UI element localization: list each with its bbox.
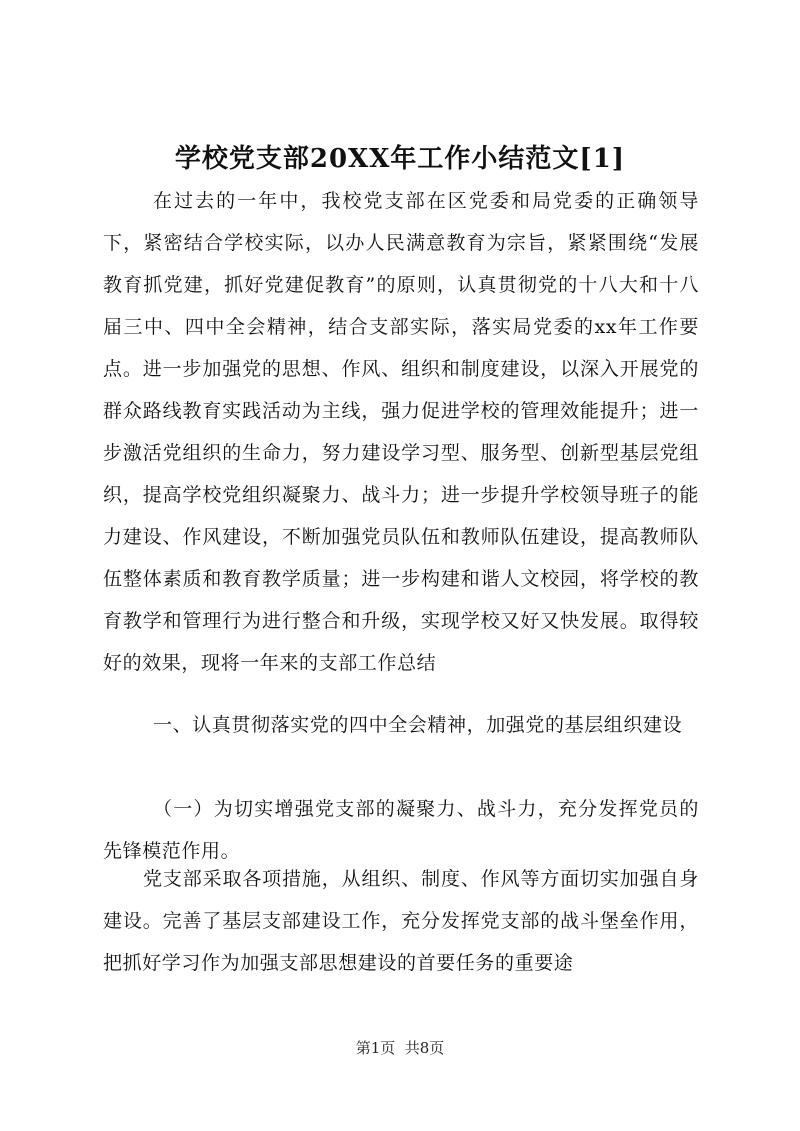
document-title: 学校党支部20XX年工作小结范文[1] xyxy=(174,144,626,174)
paragraph-intro: 在过去的一年中，我校党支部在区党委和局党委的正确领导下，紧密结合学校实际，以办人民满意教育为宗旨，紧紧围绕“发展教育抓党建，抓好党建促教育”的原则，认真贯彻党的十八大和十八届三中、四中全会精神，结合支部实际，落实局党委的xx年工作要点。进一步加强党的思想、作风、组织和制度建设，以深入开展党的群众路线教育实践活动为主线，强力促进学校的管理效能提升；进一步激活党组织的生命力，努力建设学习型、服务型、创新型基层党组织，提高学校党组织凝聚力、战斗力；进一步提升学校领导班子的能力建设、作风建设，不断加强党员队伍和教师队伍建设，提高教师队伍整体素质和教育教学质量；进一步构建和谐人文校园，将学校的教育教学和管理行为进行整合和升级，实现学校又好又快发展。取得较好的效果，现将一年来的支部工作总结 xyxy=(103,190,699,674)
section-heading-1: 一、认真贯彻落实党的四中全会精神，加强党的基层组织建设 xyxy=(153,714,683,736)
paragraph-body: 党支部采取各项措施，从组织、制度、作风等方面切实加强自身建设。完善了基层支部建设工作，充分发挥党支部的战斗堡垒作用，把抓好学习作为加强支部思想建设的首要任务的重要途 xyxy=(103,868,699,974)
page-footer xyxy=(0,1038,800,1058)
page-number-label: 第1页 共8页 xyxy=(355,1039,445,1057)
subsection-heading-1: （一）为切实增强党支部的凝聚力、战斗力，充分发挥党员的先锋模范作用。 xyxy=(103,798,699,862)
